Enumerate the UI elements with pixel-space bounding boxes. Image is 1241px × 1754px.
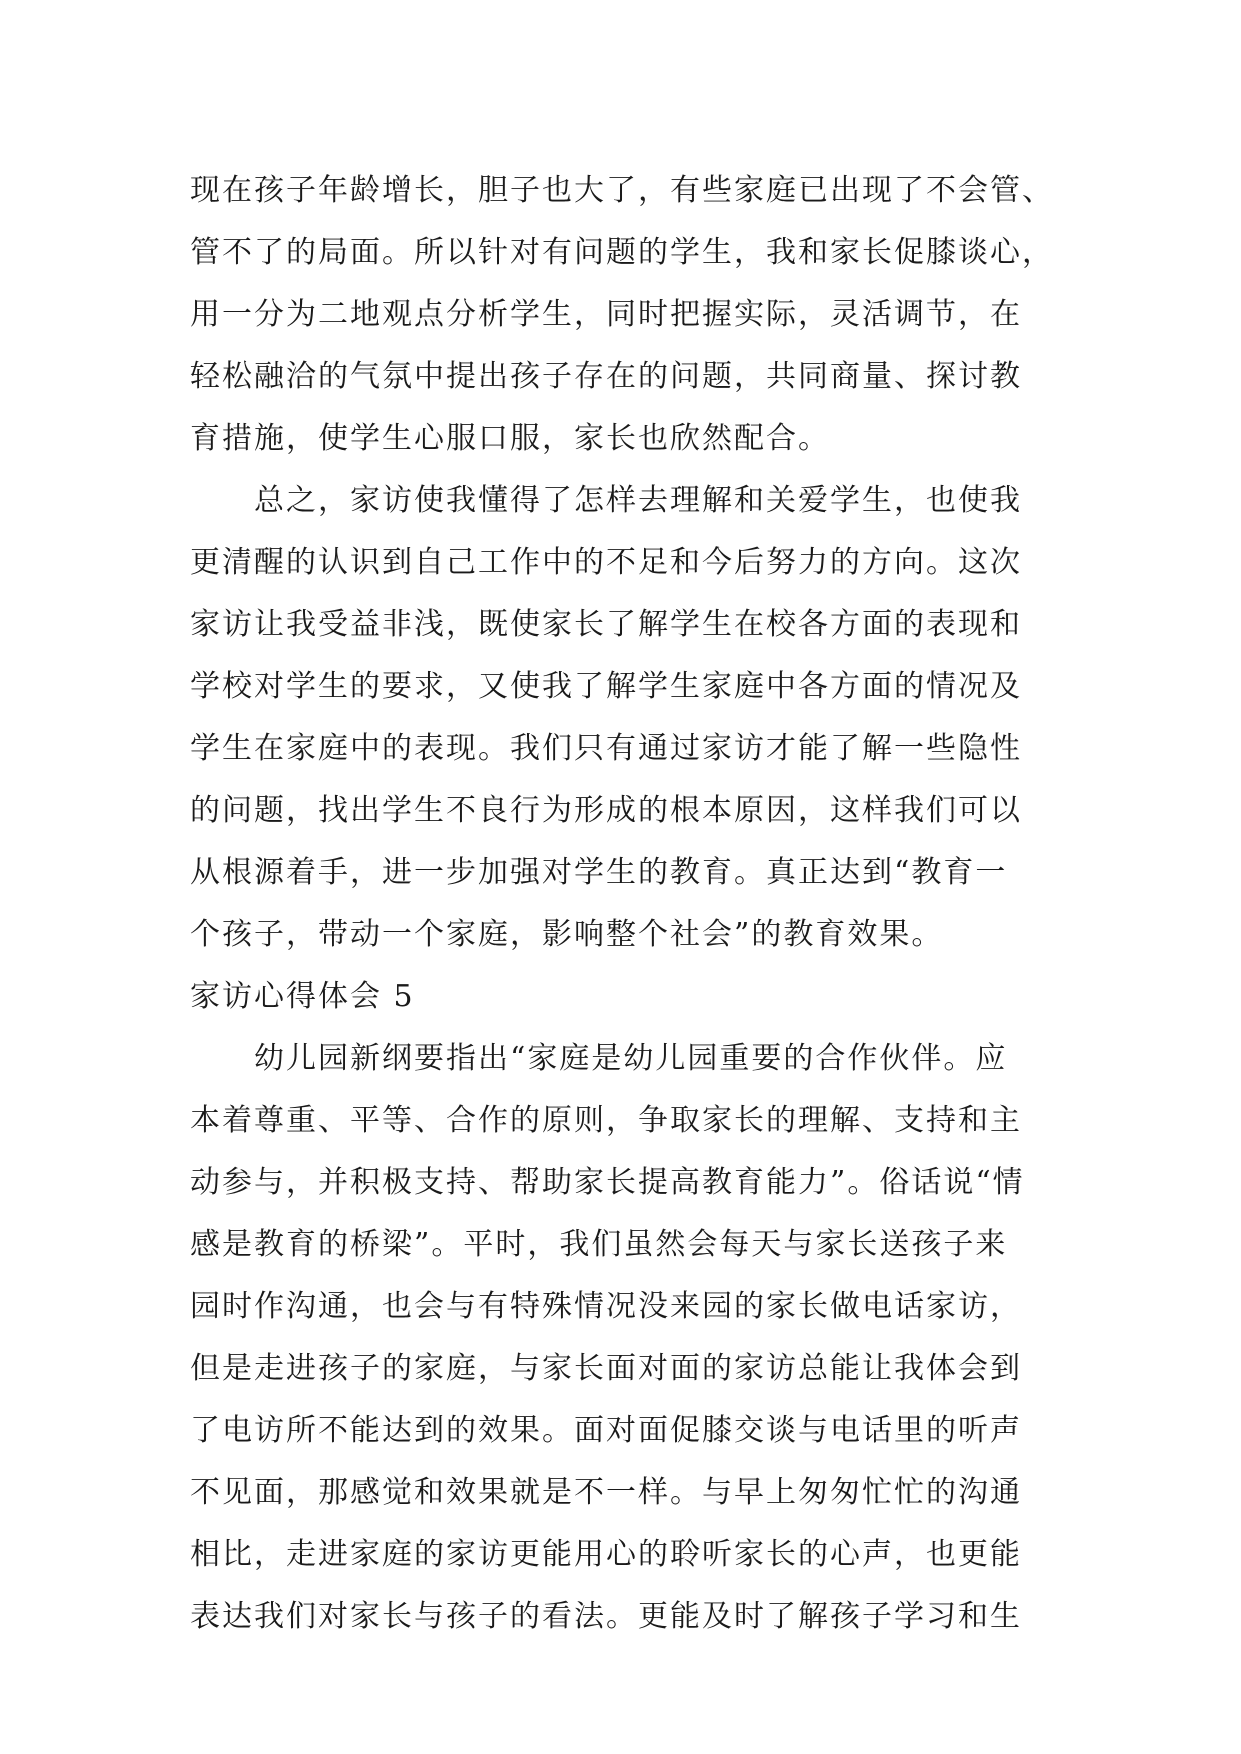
paragraph-start-line: 幼儿园新纲要指出“家庭是幼儿园重要的合作伙伴。应 bbox=[254, 1041, 1008, 1076]
text-line: 的问题，找出学生不良行为形成的根本原因，这样我们可以 bbox=[190, 793, 1022, 828]
text-line: 管不了的局面。所以针对有问题的学生，我和家长促膝谈心， bbox=[190, 235, 1054, 270]
text-line: 但是走进孩子的家庭，与家长面对面的家访总能让我体会到 bbox=[190, 1351, 1022, 1386]
text-line: 学校对学生的要求，又使我了解学生家庭中各方面的情况及 bbox=[190, 669, 1022, 704]
text-line: 家访让我受益非浅，既使家长了解学生在校各方面的表现和 bbox=[190, 607, 1022, 642]
paragraph-start-line: 总之，家访使我懂得了怎样去理解和关爱学生，也使我 bbox=[254, 483, 1022, 518]
text-line: 园时作沟通，也会与有特殊情况没来园的家长做电话家访， bbox=[190, 1289, 1022, 1324]
text-line: 育措施，使学生心服口服，家长也欣然配合。 bbox=[190, 421, 830, 456]
document-body bbox=[190, 160, 1070, 1648]
text-line: 感是教育的桥梁”。平时，我们虽然会每天与家长送孩子来 bbox=[190, 1227, 1008, 1262]
text-line: 本着尊重、平等、合作的原则，争取家长的理解、支持和主 bbox=[190, 1103, 1022, 1138]
text-line: 轻松融洽的气氛中提出孩子存在的问题，共同商量、探讨教 bbox=[190, 359, 1022, 394]
section-heading: 家访心得体会 5 bbox=[190, 979, 415, 1014]
text-line: 相比，走进家庭的家访更能用心的聆听家长的心声，也更能 bbox=[190, 1537, 1022, 1572]
text-line: 个孩子，带动一个家庭，影响整个社会”的教育效果。 bbox=[190, 917, 944, 952]
text-line: 不见面，那感觉和效果就是不一样。与早上匆匆忙忙的沟通 bbox=[190, 1475, 1022, 1510]
text-line: 动参与，并积极支持、帮助家长提高教育能力”。俗话说“情 bbox=[190, 1165, 1025, 1200]
text-line: 了电访所不能达到的效果。面对面促膝交谈与电话里的听声 bbox=[190, 1413, 1022, 1448]
text-line: 用一分为二地观点分析学生，同时把握实际，灵活调节，在 bbox=[190, 297, 1022, 332]
text-line: 表达我们对家长与孩子的看法。更能及时了解孩子学习和生 bbox=[190, 1599, 1022, 1634]
text-line: 更清醒的认识到自己工作中的不足和今后努力的方向。这次 bbox=[190, 545, 1022, 580]
text-line: 现在孩子年龄增长，胆子也大了，有些家庭已出现了不会管、 bbox=[190, 173, 1054, 208]
text-line: 从根源着手，进一步加强对学生的教育。真正达到“教育一 bbox=[190, 855, 1008, 890]
text-line: 学生在家庭中的表现。我们只有通过家访才能了解一些隐性 bbox=[190, 731, 1022, 766]
